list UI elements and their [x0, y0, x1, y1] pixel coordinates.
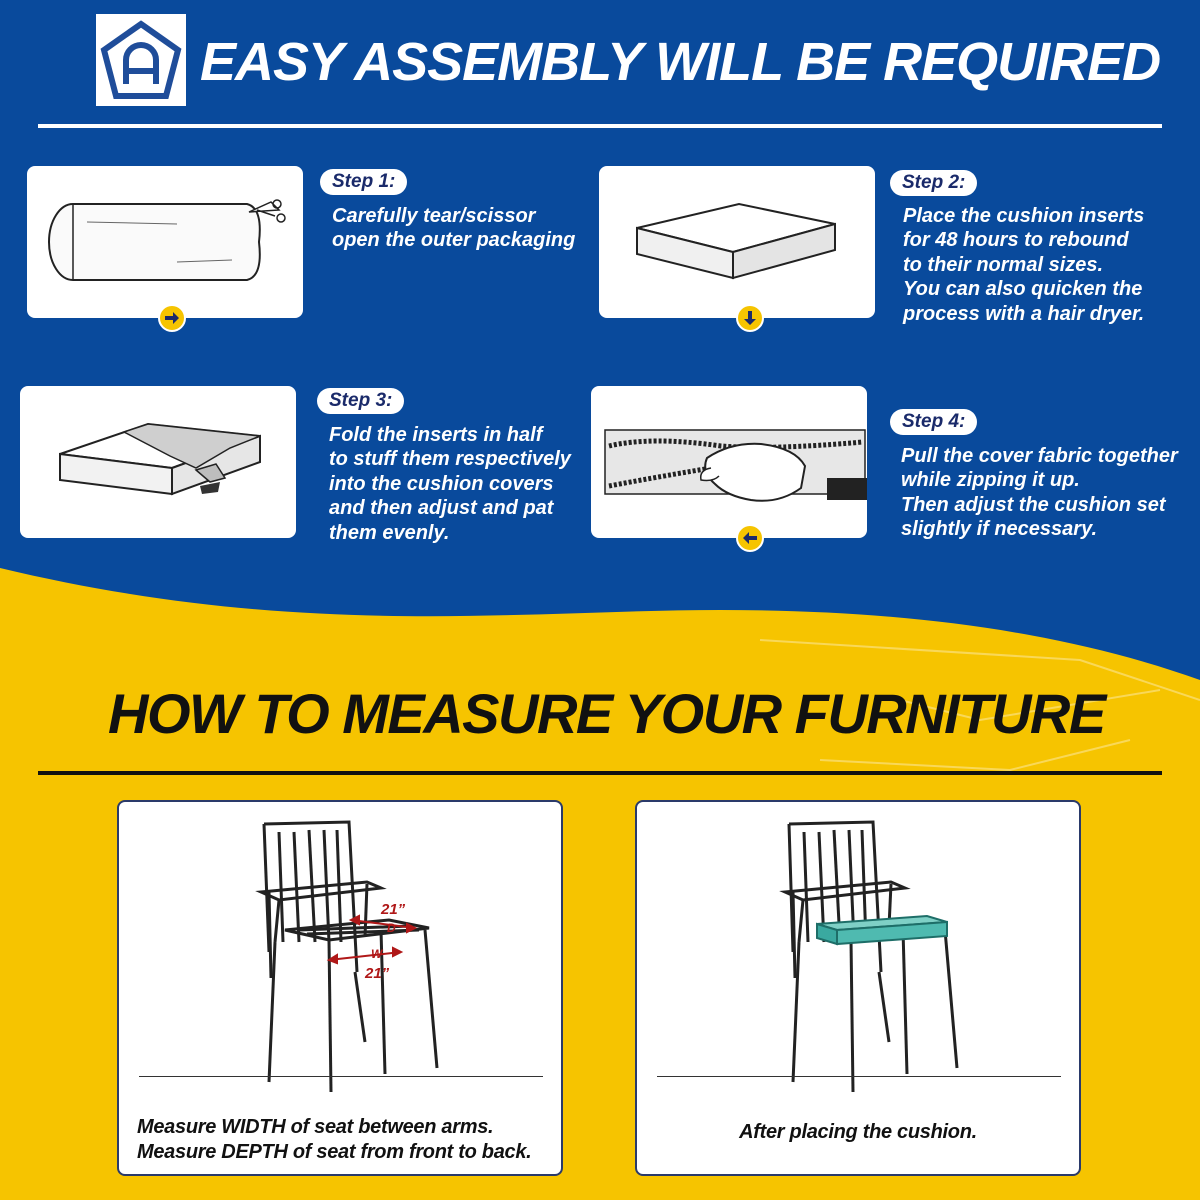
- panel-divider: [139, 1076, 543, 1077]
- step-1-text: Carefully tear/scissor open the outer packaging: [332, 205, 576, 252]
- arrow-right-icon: [158, 304, 186, 332]
- measure-divider: [38, 771, 1162, 775]
- width-value-label: 21”: [365, 965, 390, 982]
- measure-panel: [117, 800, 563, 1176]
- step-1-label: Step 1:: [320, 169, 407, 195]
- cushion-panel: [635, 800, 1081, 1176]
- measure-caption-depth: Measure DEPTH of seat from front to back.: [137, 1141, 532, 1163]
- cushion-caption: After placing the cushion.: [739, 1121, 977, 1143]
- step-3-text: Fold the inserts in half to stuff them respectively into the cushion covers and then adjust and pat them evenly.: [329, 424, 571, 544]
- step-2-label: Step 2:: [890, 170, 977, 196]
- arrow-down-icon: [736, 304, 764, 332]
- step-4-label: Step 4:: [890, 409, 977, 435]
- header-divider: [38, 124, 1162, 128]
- panel-divider: [657, 1076, 1061, 1077]
- assembly-title: EASY ASSEMBLY WILL BE REQUIRED: [200, 32, 1161, 92]
- measure-caption-width: Measure WIDTH of seat between arms.: [137, 1116, 494, 1138]
- depth-value-label: 21”: [381, 901, 406, 918]
- house-pentagon-icon: [96, 14, 186, 106]
- brand-logo: [96, 14, 186, 106]
- step-3-illustration: [20, 386, 296, 538]
- step-4-illustration: [591, 386, 867, 538]
- depth-letter-label: D: [387, 921, 396, 935]
- arrow-left-icon: [736, 524, 764, 552]
- step-1-illustration: [27, 166, 303, 318]
- step-3-label: Step 3:: [317, 388, 404, 414]
- step-2-text: Place the cushion inserts for 48 hours to rebound to their normal sizes. You can also quicken the process with a hair dryer.: [903, 205, 1145, 325]
- step-4-text: Pull the cover fabric together while zipping it up. Then adjust the cushion set slightly if necessary.: [901, 445, 1178, 541]
- width-letter-label: W: [371, 947, 383, 961]
- step-2-illustration: [599, 166, 875, 318]
- measure-title: HOW TO MEASURE YOUR FURNITURE: [108, 682, 1105, 745]
